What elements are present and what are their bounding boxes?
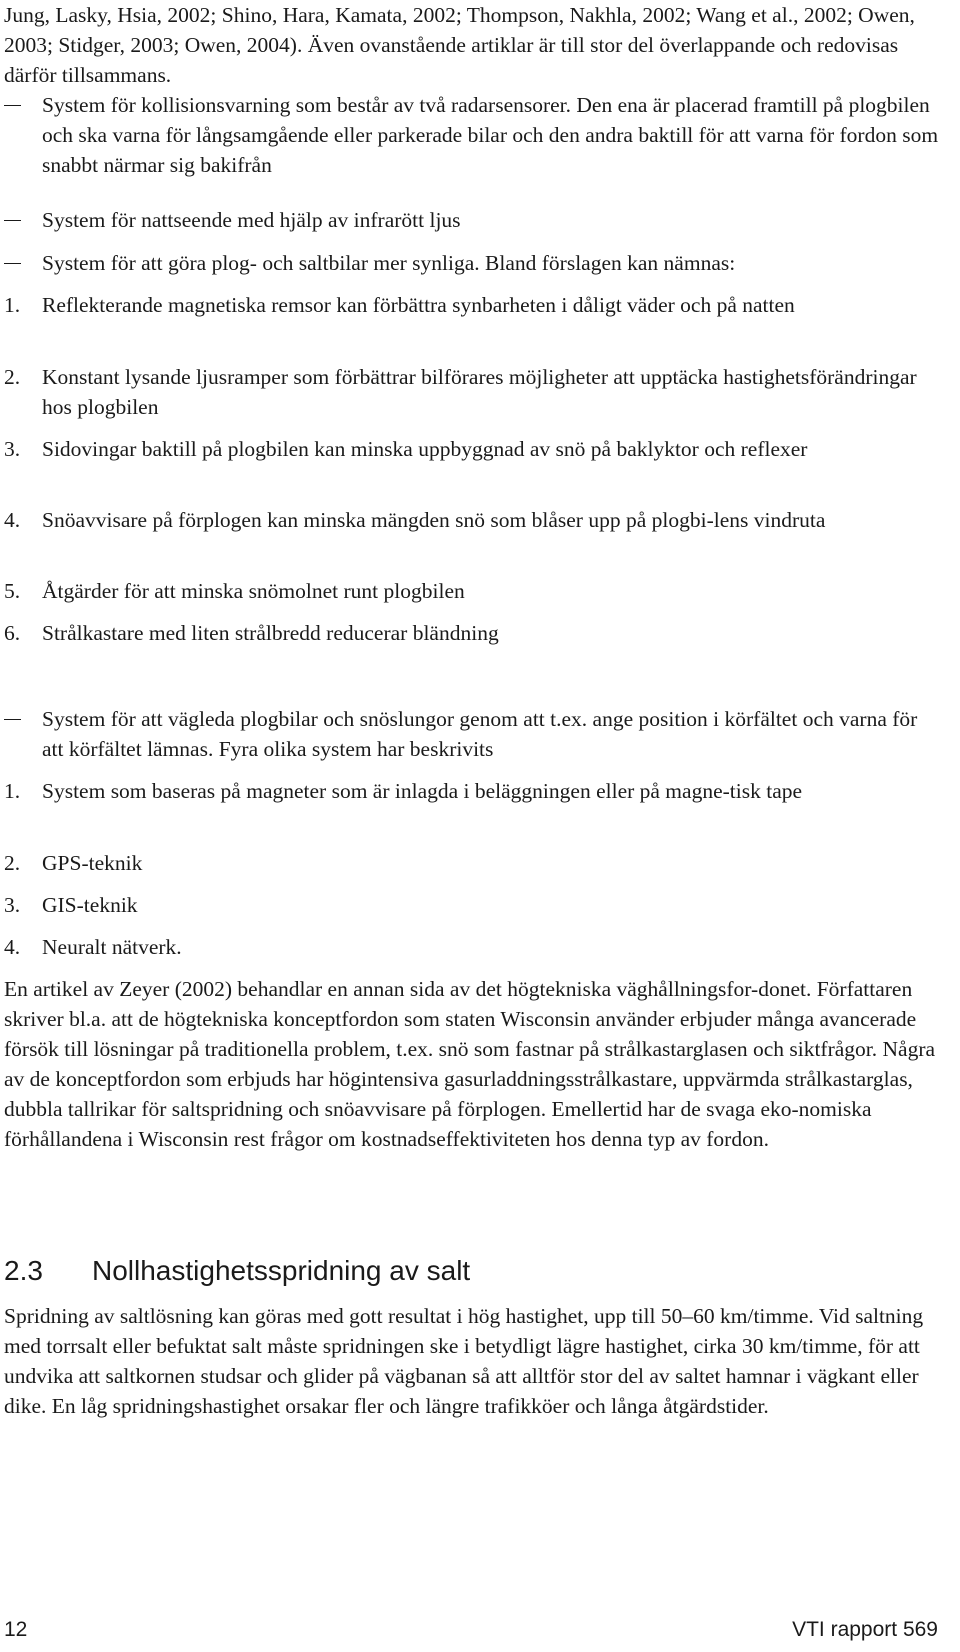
list-number: 1. [4, 293, 21, 317]
section-paragraph: Spridning av saltlösning kan göras med gott resultat i hög hastighet, upp till 50–60 km/timme. Vid saltning med torrsalt eller befuktat salt måste spridningen ske i betydligt lägre hastighet, cirka 30 km/timme, för att undvika att saltkornen studsar och glider på vägbanan så att alltför stor del av saltet hamnar i vägkant eller dike. En låg spridningshastighet orsakar fler och längre trafikköer och långa åtgärdstider. [4, 1304, 924, 1418]
list-item-text: GPS-teknik [42, 851, 143, 875]
numbered-list-item [4, 848, 944, 878]
section-title: Nollhastighetsspridning av salt [92, 1255, 471, 1286]
document-page [4, 0, 944, 1652]
dash-list-item [4, 90, 944, 180]
page-number: 12 [4, 1618, 28, 1641]
dash-list-item [4, 248, 944, 278]
section-number: 2.3 [4, 1255, 43, 1286]
list-number: 2. [4, 365, 21, 389]
dash-list-item [4, 704, 944, 764]
list-number: 5. [4, 579, 21, 603]
list-item-text: Åtgärder för att minska snömolnet runt plogbilen [42, 579, 465, 603]
report-name: VTI rapport 569 [792, 1618, 938, 1641]
list-item-text: System som baseras på magneter som är inlagda i beläggningen eller på magne-tisk tape [42, 779, 803, 803]
numbered-list-item [4, 576, 944, 606]
section-heading [4, 1253, 470, 1289]
numbered-list-item [4, 434, 944, 464]
intro-paragraph: Jung, Lasky, Hsia, 2002; Shino, Hara, Kamata, 2002; Thompson, Nakhla, 2002; Wang et al., 2002; Owen, 2003; Stidger, 2003; Owen, 2004). Även ovanstående artiklar är till stor del överlappande och redovisas därför tillsammans. [4, 3, 915, 87]
numbered-list-item [4, 362, 944, 422]
zeyer-paragraph: En artikel av Zeyer (2002) behandlar en annan sida av det högtekniska väghållningsfor-donet. Författaren skriver bl.a. att de högtekniska konceptfordon som staten Wisconsin använder erbjuder många avancerade försök till lösningar på traditionella problem, t.ex. snö som fastnar på strålkastarglasen och siktfrågor. Några av de konceptfordon som erbjuds har högintensiva gasurladdningsstrålkastare, uppvärmda strålkastarglas, dubbla tallrikar för saltspridning och snöavvisare på förplogen. Emellertid har de svaga eko-nomiska förhållandena i Wisconsin rest frågor om kostnadseffektiviteten hos denna typ av fordon. [4, 977, 936, 1151]
dash-list-item [4, 205, 944, 235]
numbered-list-item [4, 890, 944, 920]
list-number: 1. [4, 779, 21, 803]
list-number: 4. [4, 508, 21, 532]
numbered-list-item [4, 290, 944, 320]
numbered-list-item [4, 776, 944, 806]
list-item-text: Neuralt nätverk. [42, 935, 182, 959]
dash-item-text: System för att göra plog- och saltbilar mer synliga. Bland förslagen kan nämnas: [42, 251, 736, 275]
list-item-text: Konstant lysande ljusramper som förbättrar bilförares möjligheter att upptäcka hastighetsförändringar hos plogbilen [42, 365, 917, 419]
list-item-text: Reflekterande magnetiska remsor kan förbättra synbarheten i dåligt väder och på natten [42, 293, 795, 317]
list-number: 2. [4, 851, 21, 875]
list-number: 4. [4, 935, 21, 959]
list-number: 6. [4, 621, 21, 645]
list-item-text: Snöavvisare på förplogen kan minska mängden snö som blåser upp på plogbi-lens vindruta [42, 508, 826, 532]
list-item-text: Strålkastare med liten strålbredd reducerar bländning [42, 621, 499, 645]
list-number: 3. [4, 893, 21, 917]
dash-item-text: System för att vägleda plogbilar och snöslungor genom att t.ex. ange position i körfältet och varna för att körfältet lämnas. Fyra olika system har beskrivits [42, 707, 918, 761]
list-number: 3. [4, 437, 21, 461]
list-item-text: GIS-teknik [42, 893, 138, 917]
numbered-list-item [4, 505, 944, 535]
numbered-list-item [4, 618, 944, 648]
list-item-text: Sidovingar baktill på plogbilen kan minska uppbyggnad av snö på baklyktor och reflexer [42, 437, 808, 461]
dash-item-text: System för kollisionsvarning som består av två radarsensorer. Den ena är placerad framtill på plogbilen och ska varna för långsamgående eller parkerade bilar och den andra baktill för att varna för fordon som snabbt närmar sig bakifrån [42, 93, 939, 177]
numbered-list-item [4, 932, 944, 962]
dash-item-text: System för nattseende med hjälp av infrarött ljus [42, 208, 461, 232]
